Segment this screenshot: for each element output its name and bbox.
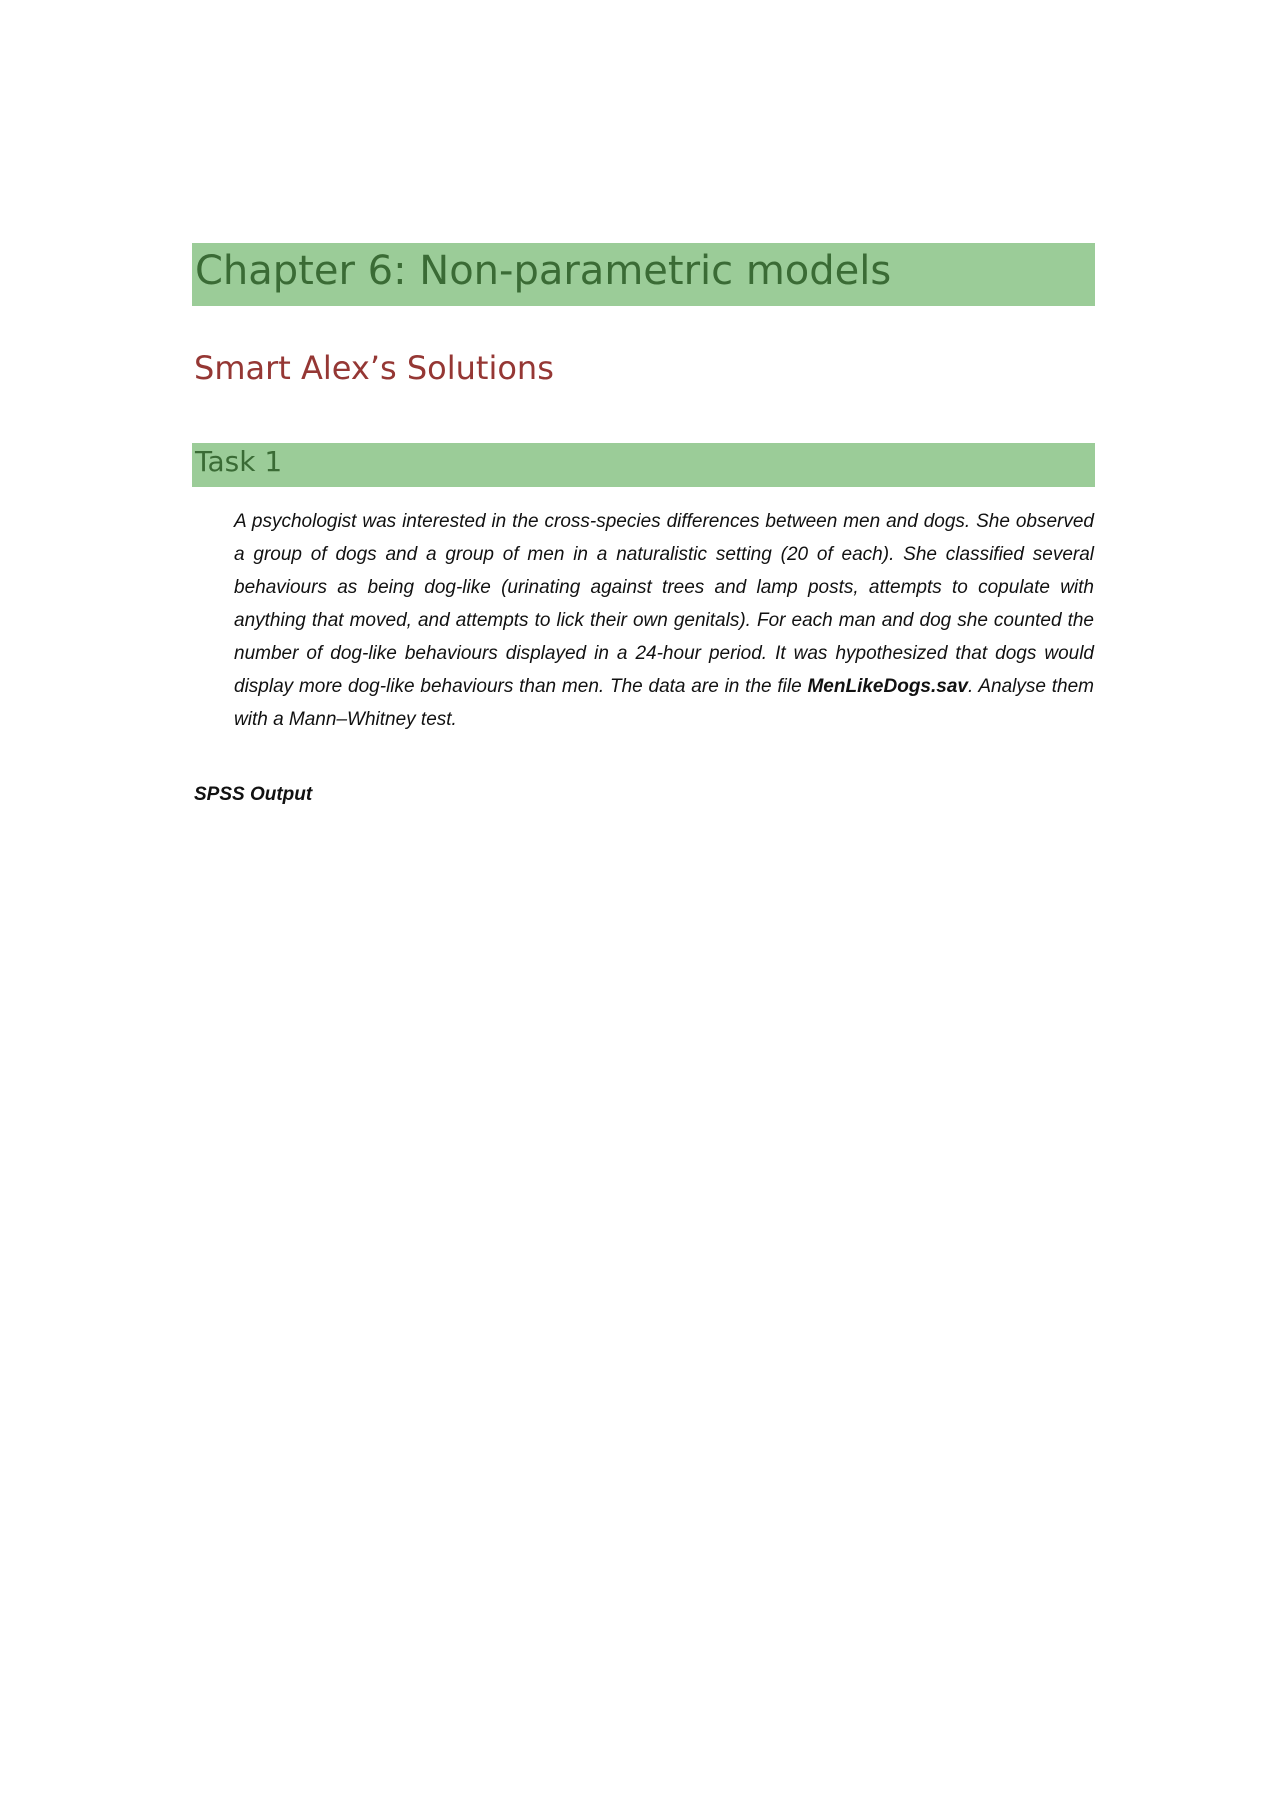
solutions-subtitle: Smart Alex’s Solutions xyxy=(194,349,554,387)
task-text-before: A psychologist was interested in the cross-species differences between men and dogs. She observed a group of dogs and a group of men in a naturalistic setting (20 of each). She classified several behaviours as being dog-like (urinating against trees and lamp posts, attempts to copulate with anything that moved, and attempts to lick their own genitals). For each man and dog she counted the number of dog-like behaviours displayed in a 24-hour period. It was hypothesized that dogs would display more dog-like behaviours than men. The data are in the file xyxy=(234,511,1094,697)
chapter-title: Chapter 6: Non-parametric models xyxy=(195,248,892,294)
task-heading: Task 1 xyxy=(195,445,283,478)
task-banner xyxy=(192,443,1095,487)
task-text-after: . Analyse them with a Mann–Whitney test. xyxy=(234,676,1095,730)
task-description xyxy=(234,505,1094,736)
spss-output-label: SPSS Output xyxy=(194,784,313,805)
chapter-banner xyxy=(192,243,1095,306)
data-filename: MenLikeDogs.sav xyxy=(807,676,968,697)
